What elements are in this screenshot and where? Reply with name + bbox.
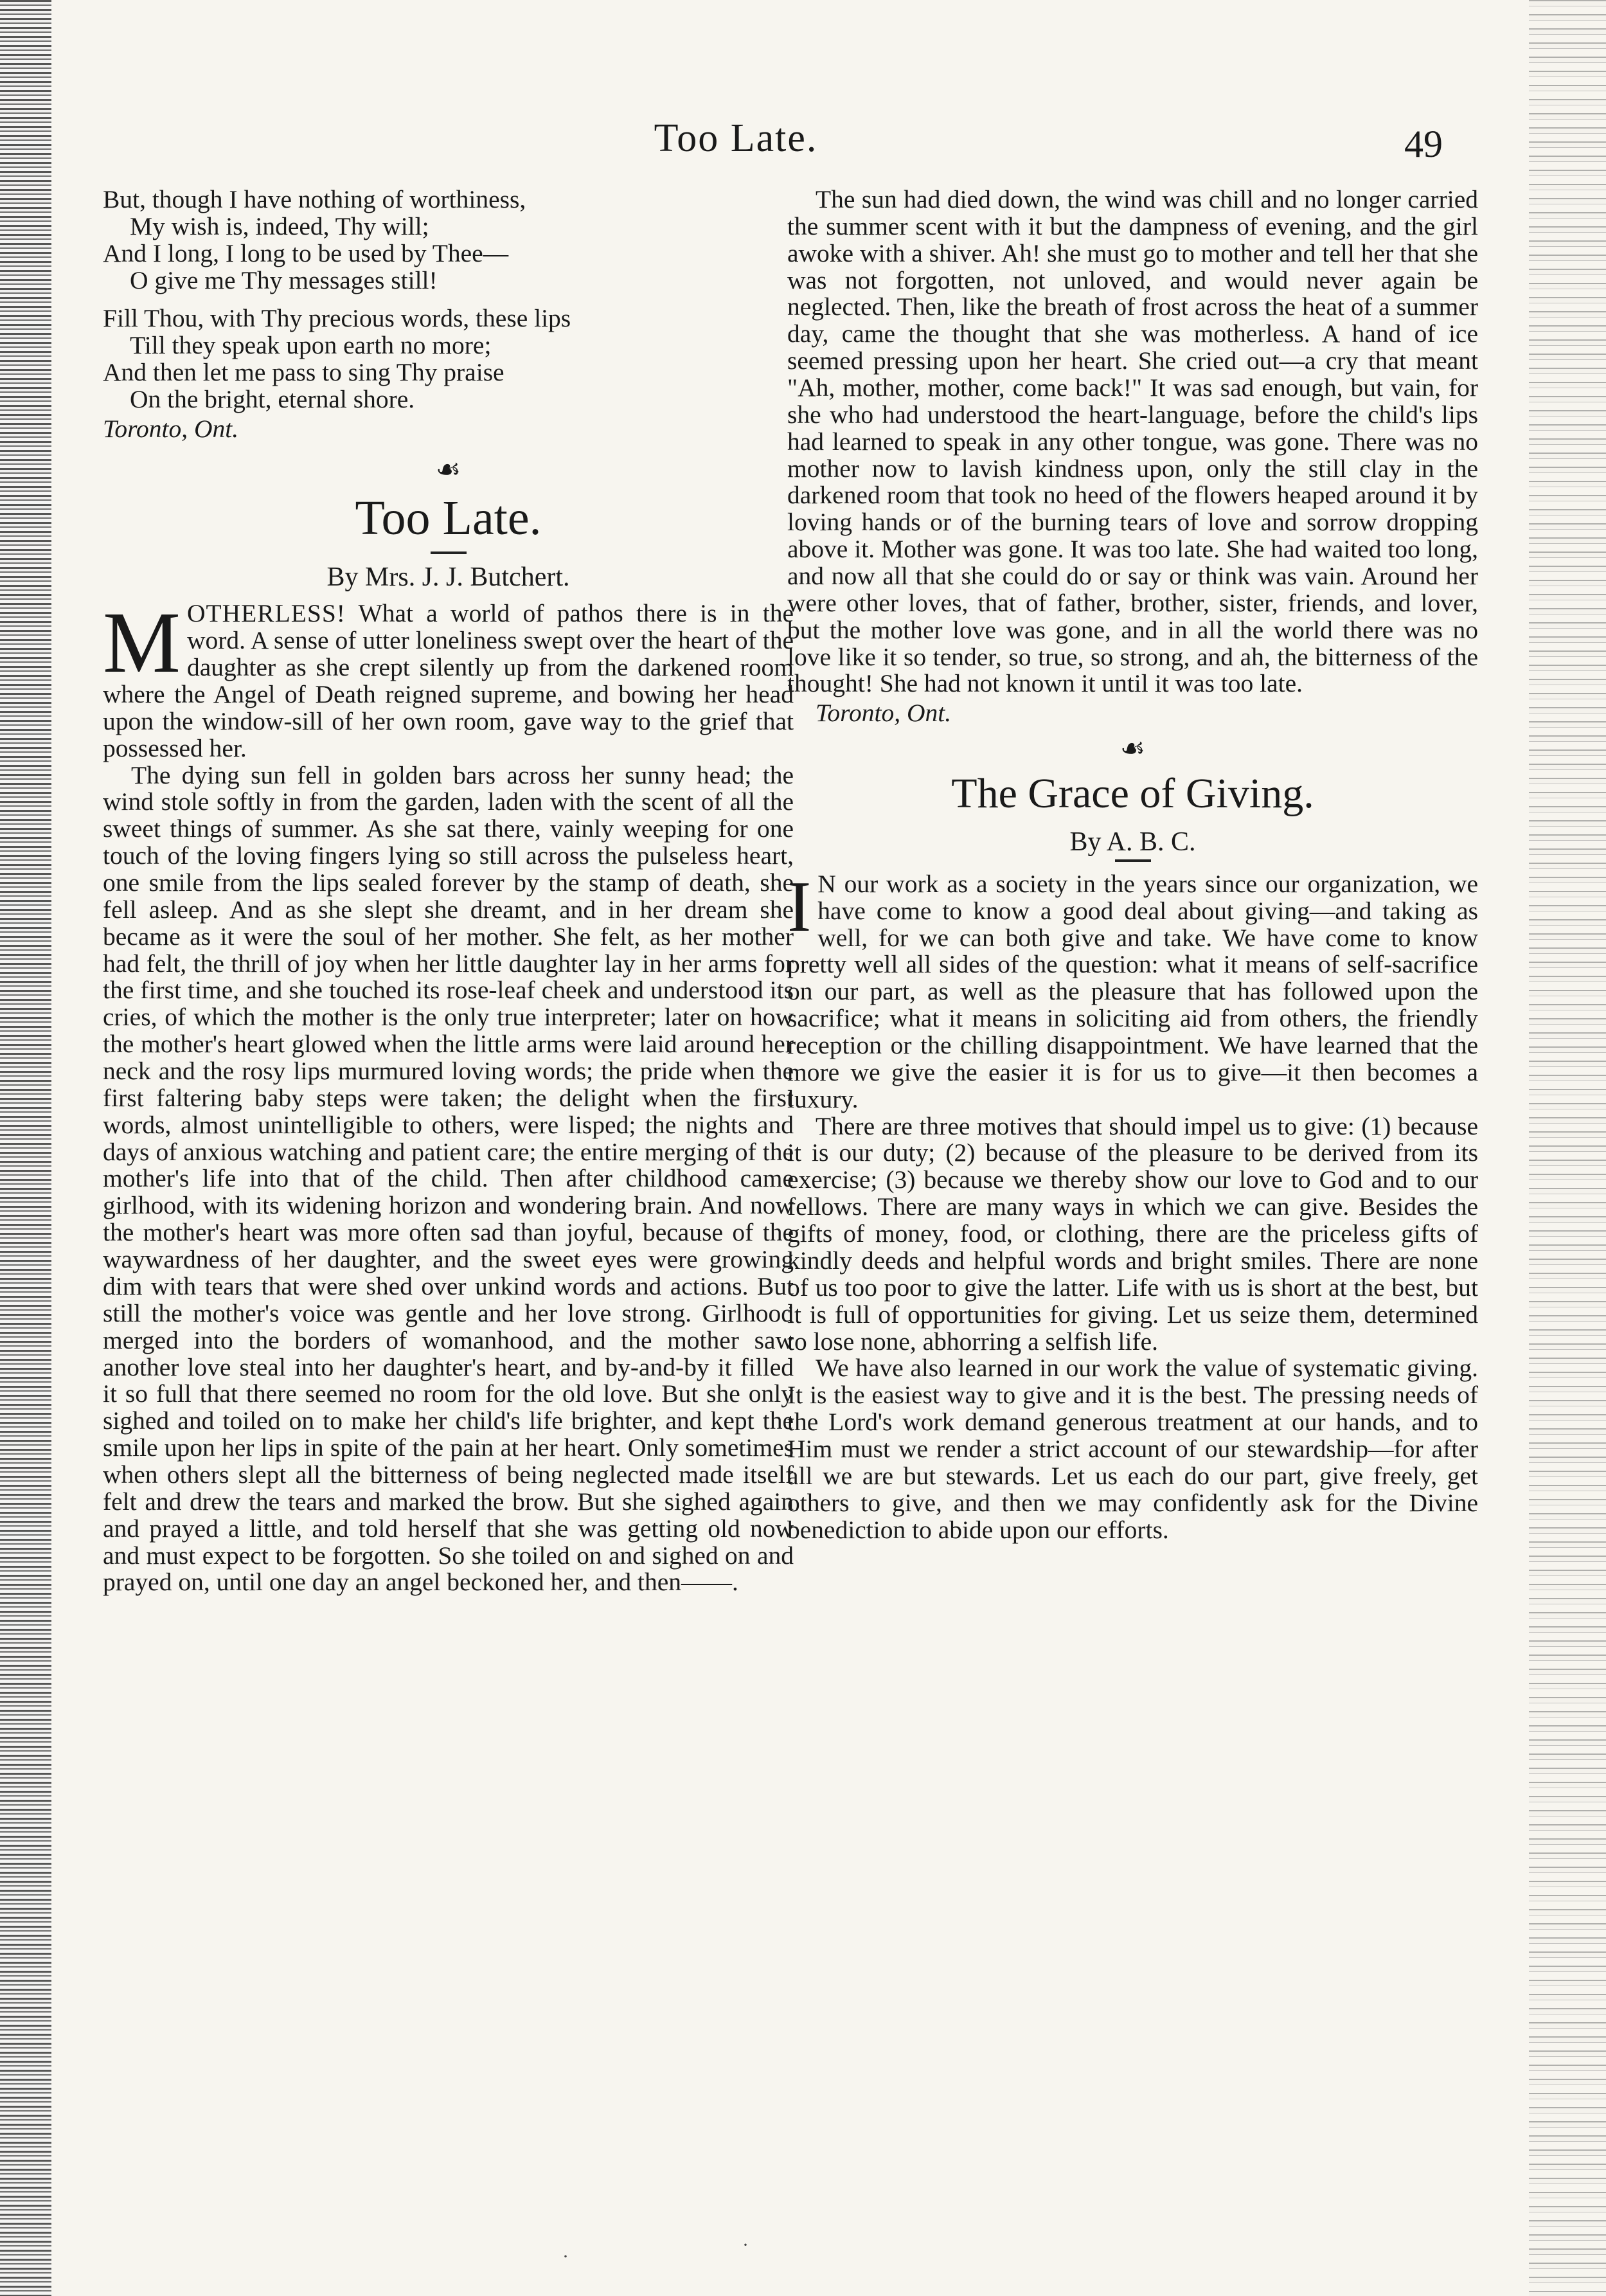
- hand-pointing-ornament-icon: ☙: [435, 453, 461, 485]
- poem-line: And I long, I long to be used by Thee—: [103, 238, 509, 267]
- poem-line: Till they speak upon earth no more;: [130, 331, 492, 360]
- page-header: [61, 116, 1443, 167]
- lead-word: OTHERLESS!: [186, 599, 346, 628]
- poem-line: On the bright, eternal shore.: [130, 385, 415, 414]
- right-column: [787, 186, 1478, 1543]
- drop-cap: I: [787, 866, 812, 947]
- page-scan-edge: [1529, 0, 1606, 2296]
- article-byline: By Mrs. J. J. Butchert.: [326, 562, 570, 592]
- poem-line: And then let me pass to sing Thy praise: [103, 358, 504, 387]
- article-paragraph: The dying sun fell in golden bars across her sunny head; the wind stole softly in from the garden, laden with the scent of all the sweet things of summer. As she sat there, vainly weeping for one touch of the loving fingers lying so still across the pulseless heart, one smile from the lips sealed forever by the stamp of death, she fell asleep. And as she slept she dreamt, and in her dream she became as it were the soul of her mother. She felt, as her mother had felt, the thrill of joy when her little daughter lay in her arms for the first time, and she touched its rose-leaf cheek and understood its cries, of which the mother is the only true interpreter; later on how the mother's heart glowed when the little arms were laid around her neck and the rosy lips murmured loving words; the pride when the first faltering baby steps were taken; the delight when the first words, almost unintelligible to others, were lisped; the nights and days of anxious watching and patient care; the entire merging of the mother's life into that of the child. Then after childhood came girlhood, with its widening horizon and wondering brain. And now the mother's heart was more often sad than joyful, because of the waywardness of her daughter, and the sweet eyes were growing dim with tears that were shed over unkind words and actions. But still the mother's voice was gentle and her love strong. Girlhood merged into the borders of womanhood, and the mother saw another love steal into her daughter's heart, and by-and-by it filled it so full that there seemed no room for the old love. But she only sighed and toiled on to make her child's life brighter, and kept the smile upon her lips in spite of the pain at her heart. Only sometimes when others slept all the bitterness of being neglected made itself felt and drew the tears and marked the brow. But she sighed again and prayed a little, and told herself that she was getting old now and must expect to be forgotten. So she toiled on and sighed on and prayed on, until one day an angel beckoned her, and then——.: [103, 760, 794, 1597]
- article-paragraph: The sun had died down, the wind was chill and no longer carried the summer scent with it but the dampness of evening, and the girl awoke with a shiver. Ah! she must go to mother and tell her that she was not forgotten, not unloved, and would never again be neglected. Then, like the breath of frost across the heat of a summer day, came the thought that she was motherless. A hand of ice seemed pressing upon her heart. She cried out—a cry that meant "Ah, mother, mother, come back!" It was sad enough, but vain, for she who had understood the heart-language, before the child's lips had learned to speak in any other tongue, was gone. There was no mother now to lavish kindness upon, only the still clay in the darkened room that took no heed of the flowers heaped around it by loving hands or of the burning tears of love and sorrow dropping above it. Mother was gone. It was too late. She had waited too long, and now all that she could do or say or think was vain. Around her were other loves, that of father, brother, sister, friends, and lover, but the mother love was gone, and in all the world there was no love like it so tender, so true, so strong, and ah, the bitterness of the thought! She had not known it until it was too late.: [787, 185, 1478, 698]
- paragraph-text: What a world of pathos there is in the word. A sense of utter loneliness swept over the heart of the daughter as she crept silently up from the darkened room where the Angel of Death reigned supreme, and bowing her head upon the window-sill of her own room, gave way to the grief that possessed her.: [103, 599, 794, 762]
- article-byline: By A. B. C.: [1069, 827, 1196, 857]
- poem-line: But, though I have nothing of worthiness,: [103, 185, 526, 213]
- left-column: [103, 186, 794, 1596]
- title-rule: [1115, 859, 1151, 862]
- poem-line: My wish is, indeed, Thy will;: [130, 211, 429, 240]
- article-paragraph: [787, 866, 1478, 1113]
- hand-pointing-ornament-icon: ☙: [1120, 733, 1146, 765]
- poem-line: Fill Thou, with Thy precious words, these lips: [103, 304, 571, 333]
- ink-speck: ·: [562, 2246, 569, 2267]
- article-title: Too Late.: [355, 490, 542, 545]
- article-place: Toronto, Ont.: [816, 699, 952, 728]
- magazine-page: [61, 96, 1478, 2275]
- article-paragraph: [103, 595, 794, 762]
- running-title: Too Late.: [654, 116, 818, 160]
- title-rule: [431, 552, 467, 554]
- article-paragraph: We have also learned in our work the value of systematic giving. It is the easiest way to give and it is the best. The pressing needs of the Lord's work demand generous treatment at our hands, and to Him must we render a strict account of our stewardship—for after all we are but stewards. Let us each do our part, give freely, get others to give, and then we may confidently ask for the Divine benediction to abide upon our efforts.: [787, 1354, 1478, 1544]
- page-binding-edge: [0, 0, 51, 2296]
- poem: [103, 186, 794, 443]
- page-number: 49: [1404, 123, 1443, 165]
- paragraph-text: N our work as a society in the years since our organization, we have come to know a good deal about giving—and taking as well, for we can both give and take. We have come to know pretty well all sides of the question: what it means of self-sacrifice on our part, as well as the pleasure that has followed upon the sacrifice; what it means in soliciting aid from others, the friendly reception or the chilling disappointment. We have learned that the more we give the easier it is for us to give—it then becomes a luxury.: [787, 869, 1478, 1113]
- poem-place: Toronto, Ont.: [103, 414, 239, 443]
- scan-specks: [61, 2234, 1539, 2275]
- article-title: The Grace of Giving.: [951, 770, 1314, 818]
- drop-cap: M: [103, 595, 181, 692]
- article-paragraph: There are three motives that should impel us to give: (1) because it is our duty; (2) because of the pleasure to be derived from its exercise; (3) because we thereby show our love to God and to our fellows. There are many ways in which we can give. Besides the gifts of money, food, or clothing, there are the priceless gifts of kindly deeds and helpful words and bright smiles. There are none of us too poor to give the latter. Life with us is short at the best, but it is full of opportunities for giving. Let us seize them, determined to lose none, abhorring a selfish life.: [787, 1111, 1478, 1356]
- poem-line: O give me Thy messages still!: [130, 265, 438, 294]
- ink-speck: ·: [742, 2234, 749, 2256]
